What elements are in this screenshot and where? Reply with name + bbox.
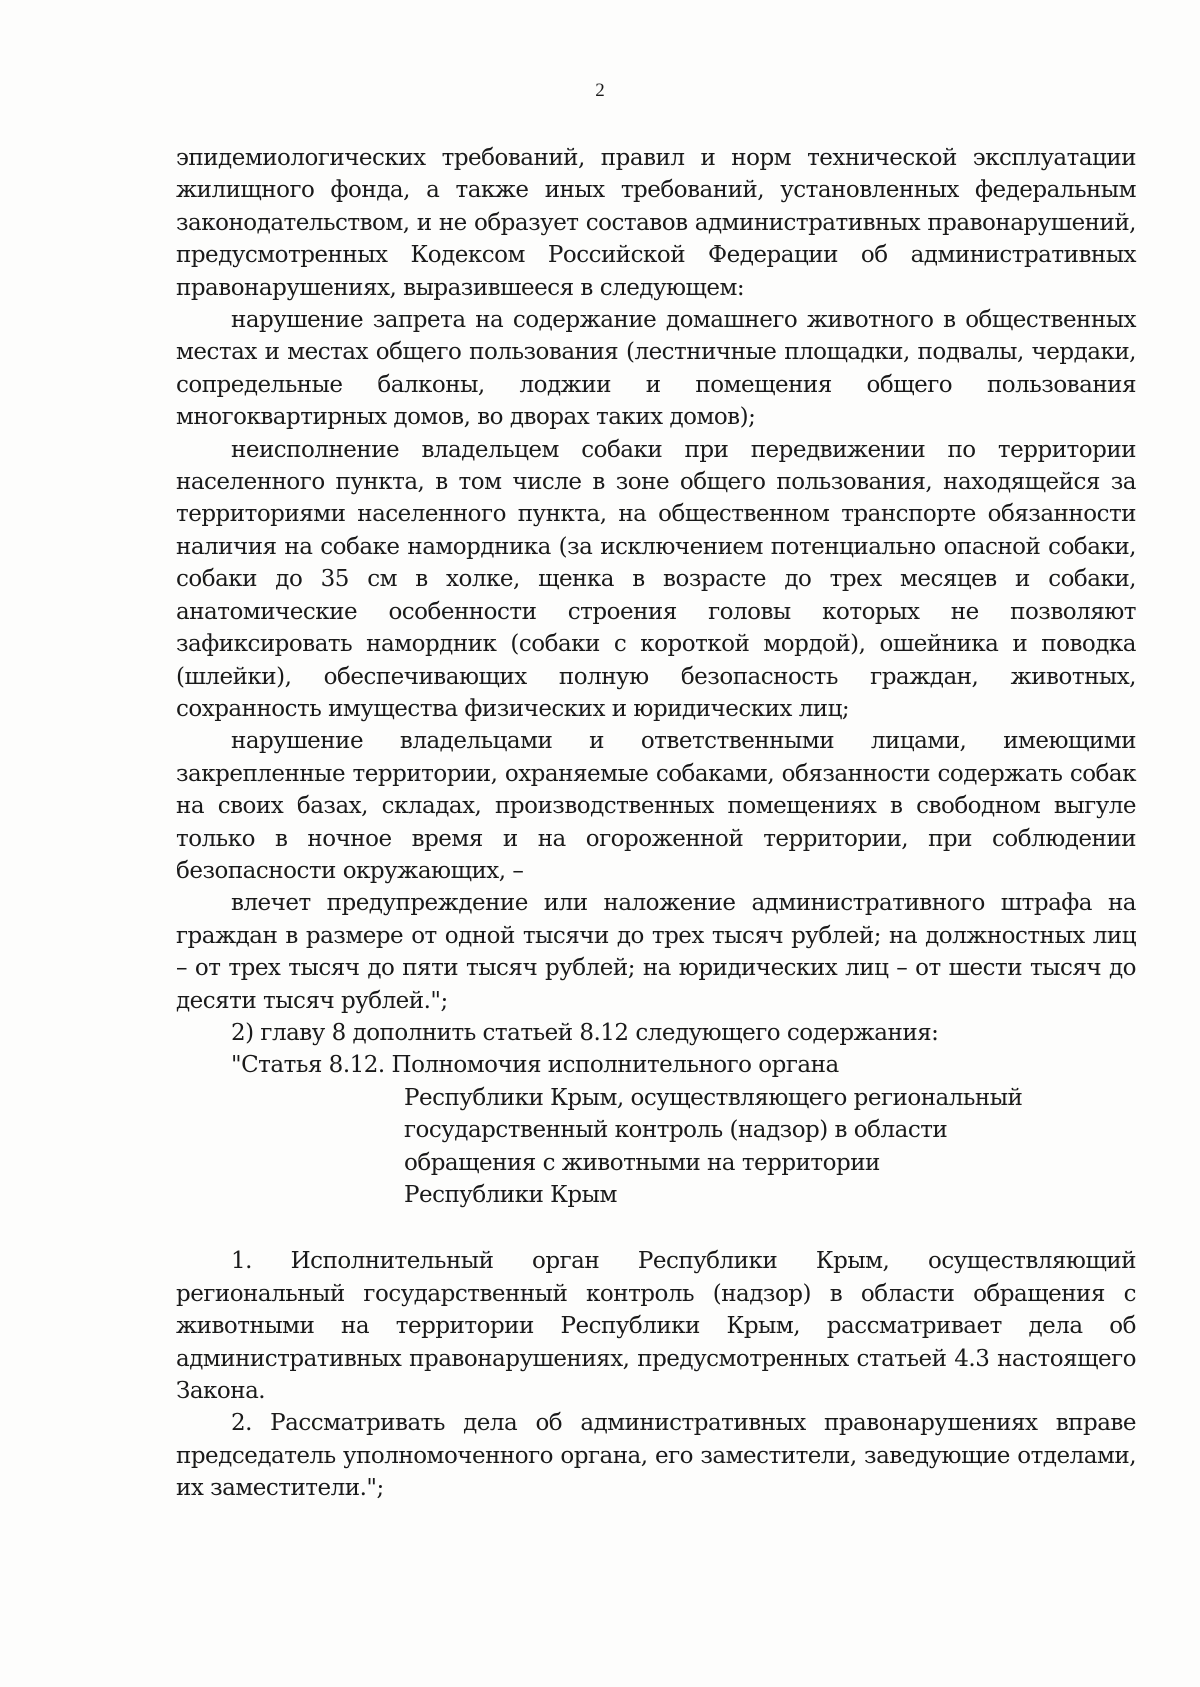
paragraph-chapter-amendment: 2) главу 8 дополнить статьей 8.12 следующего содержания: <box>231 1019 939 1046</box>
article-heading-line: государственный контроль (надзор) в области <box>404 1117 948 1144</box>
paragraph-guard-dogs: нарушение владельцами и ответственными лицами, имеющими закрепленные территории, охраняемые собаками, обязанности содержать собак на своих базах, складах, производственных помещениях в свободном выгуле только в ночное время и на огороженной территории, при соблюдении безопасности окружающих, – <box>176 728 1136 884</box>
paragraph-penalty: влечет предупреждение или наложение административного штрафа на граждан в размере от одной тысячи до трех тысяч рублей; на должностных лиц – от трех тысяч до пяти тысяч рублей; на юридических лиц – от шести тысяч до десяти тысяч рублей."; <box>176 890 1136 1014</box>
spacer <box>176 1211 1136 1245</box>
article-heading <box>176 1049 1136 1211</box>
document-body <box>176 142 1136 1505</box>
article-heading-line: "Статья 8.12. Полномочия исполнительного органа <box>231 1052 839 1079</box>
article-heading-line: Республики Крым, осуществляющего региональный <box>404 1084 1023 1111</box>
article-heading-line: Республики Крым <box>404 1182 617 1208</box>
paragraph-requirements: эпидемиологических требований, правил и норм технической эксплуатации жилищного фонда, а также иных требований, установленных федеральным законодательством, и не образует составов административных правонарушений, предусмотренных Кодексом Российской Федерации об административных правонарушениях, выразившееся в следующем: <box>176 145 1136 301</box>
paragraph-muzzle: неисполнение владельцем собаки при передвижении по территории населенного пункта, в том числе в зоне общего пользования, находящейся за территориями населенного пункта, на общественном транспорте обязанности наличия на собаке намордника (за исключением потенциально опасной собаки, собаки до 35 см в холке, щенка в возрасте до трех месяцев и собаки, анатомические особенности строения головы которых не позволяют зафиксировать намордник (собаки с короткой мордой), ошейника и поводка (шлейки), обеспечивающих полную безопасность граждан, животных, сохранность имущества физических и юридических лиц; <box>176 436 1136 722</box>
article-heading-line: обращения с животными на территории <box>404 1149 880 1176</box>
page-number: 2 <box>595 80 605 101</box>
paragraph-article-item-2: 2. Рассматривать дела об административных правонарушениях вправе председатель уполномоченного органа, его заместители, заведующие отделами, их заместители."; <box>176 1410 1136 1502</box>
paragraph-article-item-1: 1. Исполнительный орган Республики Крым, осуществляющий региональный государственный контроль (надзор) в области обращения с животными на территории Республики Крым, рассматривает дела об административных правонарушениях, предусмотренных статьей 4.3 настоящего Закона. <box>176 1248 1136 1405</box>
paragraph-pet-ban: нарушение запрета на содержание домашнего животного в общественных местах и местах общего пользования (лестничные площадки, подвалы, чердаки, сопредельные балконы, лоджии и помещения общего пользования многоквартирных домов, во дворах таких домов); <box>176 307 1136 431</box>
